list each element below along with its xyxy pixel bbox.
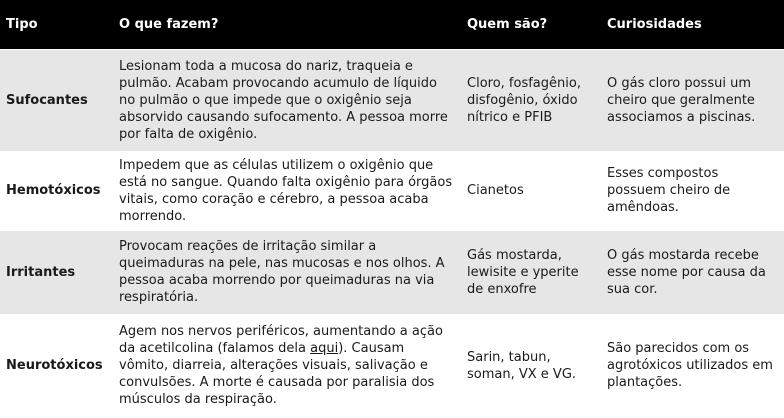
cell-tipo: Hemotóxicos — [0, 151, 113, 230]
cell-o-que-fazem: Impedem que as células utilizem o oxigênio que está no sangue. Quando falta oxigênio para órgãos vitais, como coração e cérebro, a pessoa acaba morrendo. — [113, 151, 461, 230]
aqui-link[interactable]: aqui — [310, 341, 339, 356]
table-row — [0, 314, 784, 417]
cell-o-que-fazem — [113, 314, 461, 417]
cell-curiosidades: O gás mostarda recebe esse nome por causa da sua cor. — [601, 230, 784, 314]
cell-quem-sao: Cianetos — [461, 151, 601, 230]
table-header — [0, 0, 784, 49]
header-tipo: Tipo — [6, 16, 38, 32]
header-o-que-fazem: O que fazem? — [119, 16, 219, 32]
header-curiosidades: Curiosidades — [607, 16, 702, 32]
cell-quem-sao: Cloro, fosfagênio, disfogênio, óxido nítrico e PFIB — [461, 49, 601, 151]
table-body — [0, 49, 784, 417]
cell-o-que-fazem: Provocam reações de irritação similar a queimaduras na pele, nas mucosas e nos olhos. A pessoa acaba morrendo por queimaduras na via respiratória. — [113, 230, 461, 314]
cell-curiosidades: São parecidos com os agrotóxicos utilizados em plantações. — [601, 314, 784, 417]
cell-o-que-fazem: Lesionam toda a mucosa do nariz, traqueia e pulmão. Acabam provocando acumulo de líquido no pulmão o que impede que o oxigênio seja absorvido causando sufocamento. A pessoa morre por falta de oxigênio. — [113, 49, 461, 151]
cell-tipo: Sufocantes — [0, 49, 113, 151]
cell-text-before-link: Agem nos nervos periféricos, aumentando a ação da acetilcolina (falamos dela — [119, 324, 443, 356]
table-row — [0, 49, 784, 151]
cell-text-after-link: ). Causam vômito, diarreia, alterações visuais, salivação e convulsões. A morte é causada por paralisia dos músculos da respiração. — [119, 341, 435, 407]
header-quem-sao: Quem são? — [467, 16, 548, 32]
table-row — [0, 230, 784, 314]
table-row — [0, 151, 784, 230]
cell-quem-sao: Gás mostarda, lewisite e yperite de enxofre — [461, 230, 601, 314]
cell-tipo: Neurotóxicos — [0, 314, 113, 417]
cell-quem-sao: Sarin, tabun, soman, VX e VG. — [461, 314, 601, 417]
cell-curiosidades: Esses compostos possuem cheiro de amêndoas. — [601, 151, 784, 230]
header-row — [0, 0, 784, 49]
cell-curiosidades: O gás cloro possui um cheiro que geralmente associamos a piscinas. — [601, 49, 784, 151]
cell-tipo: Irritantes — [0, 230, 113, 314]
